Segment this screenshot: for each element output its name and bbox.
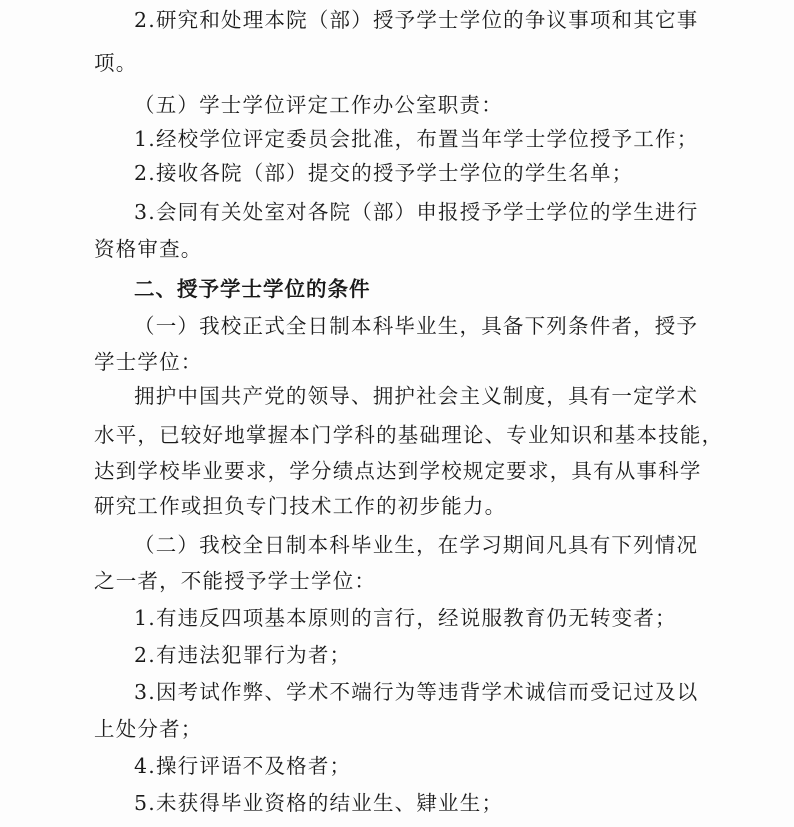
exclusion-item-2: 2.有违法犯罪行为者；: [134, 643, 352, 667]
exclusion-item-5: 5.未获得毕业资格的结业生、肄业生；: [134, 791, 504, 815]
condition-1-line2: 学士学位：: [94, 350, 203, 374]
condition-1-body-line1: 拥护中国共产党的领导、拥护社会主义制度，具有一定学术: [134, 384, 699, 408]
exclusion-item-4: 4.操行评语不及格者；: [134, 754, 352, 778]
exclusion-item-3-line2: 上处分者；: [94, 717, 203, 741]
chapter-2-heading: 二、授予学士学位的条件: [134, 277, 371, 301]
section-5-item-3-line1: 3.会同有关处室对各院（部）申报授予学士学位的学生进行: [134, 200, 699, 224]
condition-2-line2: 之一者，不能授予学士学位：: [94, 569, 377, 593]
condition-1-line1: （一）我校正式全日制本科毕业生，具备下列条件者，授予: [134, 314, 699, 338]
condition-1-body-line4: 研究工作或担负专门技术工作的初步能力。: [94, 494, 507, 518]
exclusion-item-1: 1.有违反四项基本原则的言行，经说服教育仍无转变者；: [134, 606, 677, 630]
item-2-dispute-line1: 2.研究和处理本院（部）授予学士学位的争议事项和其它事: [134, 8, 699, 32]
section-5-item-3-line2: 资格审查。: [94, 237, 203, 261]
section-5-heading: （五）学士学位评定工作办公室职责：: [134, 93, 503, 117]
condition-2-line1: （二）我校全日制本科毕业生，在学习期间凡具有下列情况: [134, 533, 699, 557]
item-2-dispute-line2: 项。: [94, 51, 138, 75]
section-5-item-1: 1.经校学位评定委员会批准，布置当年学士学位授予工作；: [134, 127, 699, 151]
condition-1-body-line3: 达到学校毕业要求，学分绩点达到学校规定要求，具有从事科学: [94, 459, 702, 483]
exclusion-item-3-line1: 3.因考试作弊、学术不端行为等违背学术诚信而受记过及以: [134, 680, 699, 704]
condition-1-body-line2: 水平，已较好地掌握本门学科的基础理论、专业知识和基本技能，: [94, 423, 724, 447]
section-5-item-2: 2.接收各院（部）提交的授予学士学位的学生名单；: [134, 161, 634, 185]
